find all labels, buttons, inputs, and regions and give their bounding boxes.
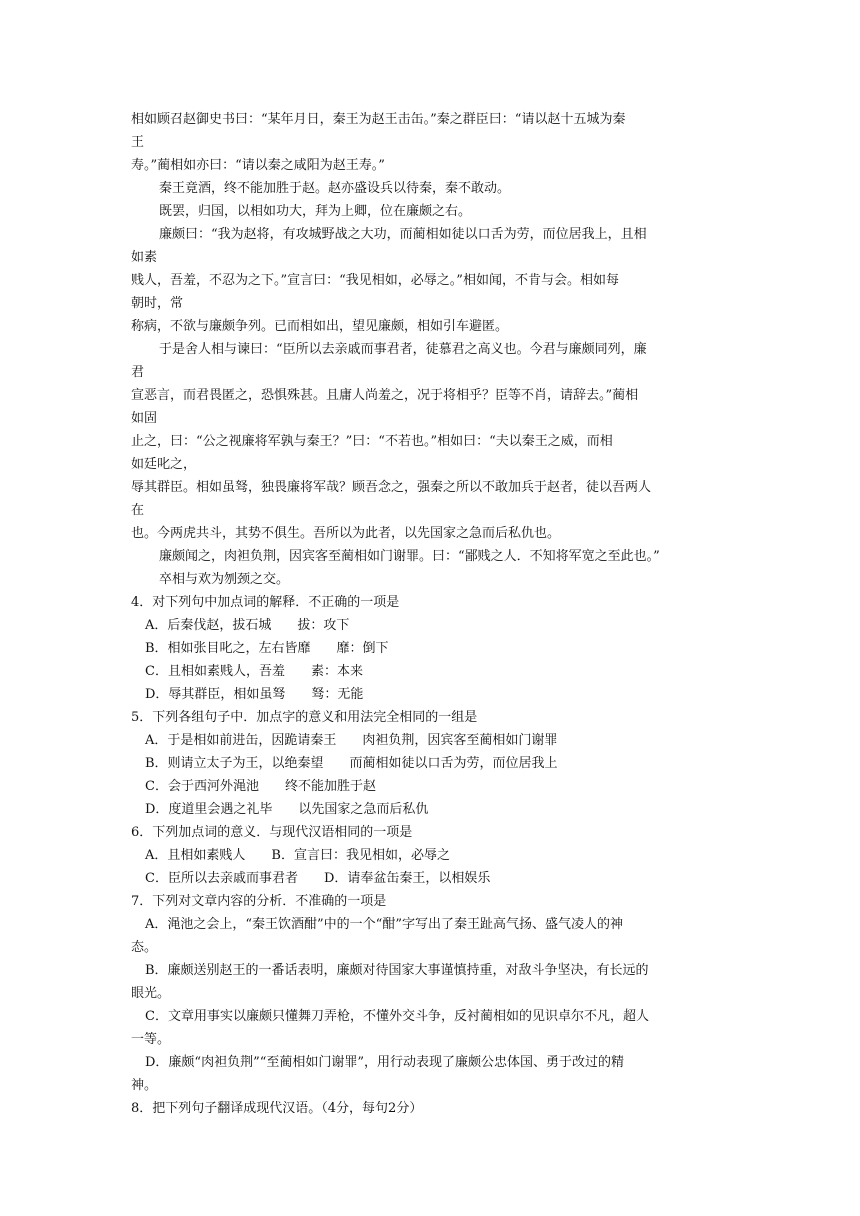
answer-option: C．且相如素贱人，吾羞 素：本来 (145, 664, 363, 679)
document-body (131, 108, 731, 1120)
passage-line: 如廷叱之， (131, 457, 197, 472)
passage-line: 辱其群臣。相如虽驽，独畏廉将军哉？顾吾念之，强秦之所以不敢加兵于赵者，徒以吾两人 (131, 480, 652, 495)
option-continuation: 态。 (131, 940, 158, 955)
answer-option: A．且相如素贱人 B．宣言曰：我见相如，必辱之 (145, 848, 450, 863)
answer-option: A．于是相如前进缶，因跪请秦王 肉袒负荆，因宾客至蔺相如门谢罪 (145, 733, 558, 748)
passage-line: 称病，不欲与廉颇争列。已而相如出，望见廉颇，相如引车避匿。 (131, 319, 509, 334)
answer-option: C．臣所以去亲戚而事君者 D．请奉盆缶秦王，以相娱乐 (145, 871, 491, 886)
passage-line: 于是舍人相与谏曰：“臣所以去亲戚而事君者，徒慕君之高义也。今君与廉颇同列，廉 (159, 342, 647, 357)
question-stem: 7．下列对文章内容的分析．不准确的一项是 (131, 894, 387, 909)
passage-line: 卒相与欢为刎颈之交。 (159, 572, 290, 587)
passage-line: 廉颇曰：“我为赵将，有攻城野战之大功，而蔺相如徒以口舌为劳，而位居我上，且相 (159, 227, 647, 242)
answer-option: D．辱其群臣，相如虽驽 驽：无能 (145, 687, 364, 702)
passage-line: 朝时，常 (131, 296, 184, 311)
passage-line: 相如顾召赵御史书曰：“某年月日，秦王为赵王击缶。”秦之群臣曰：“请以赵十五城为秦 (131, 112, 626, 127)
question-stem: 5．下列各组句子中．加点字的意义和用法完全相同的一组是 (131, 710, 478, 725)
question-stem: 4．对下列句中加点词的解释．不正确的一项是 (131, 595, 400, 610)
answer-option: C．文章用事实以廉颇只懂舞刀弄枪，不懂外交斗争，反衬蔺相如的见识卓尔不凡，超人 (145, 1009, 649, 1024)
passage-line: 贱人，吾羞，不忍为之下。”宣言曰：“我见相如，必辱之。”相如闻，不肯与会。相如每 (131, 273, 619, 288)
passage (131, 108, 731, 591)
passage-line: 如固 (131, 411, 158, 426)
passage-line: 廉颇闻之，肉袒负荆，因宾客至蔺相如门谢罪。曰：“鄙贱之人．不知将军宽之至此也。” (159, 549, 660, 564)
passage-line: 王 (131, 135, 145, 150)
answer-option: D．廉颇“肉袒负荆”“至蔺相如门谢罪”，用行动表现了廉颇公忠体国、勇于改过的精 (145, 1055, 625, 1070)
answer-option: A．后秦伐赵，拔石城 拔：攻下 (145, 618, 350, 633)
passage-line: 君 (131, 365, 145, 380)
passage-line: 在 (131, 503, 145, 518)
question-stem: 8．把下列句子翻译成现代汉语。（4分，每句2分） (131, 1101, 423, 1116)
answer-option: B．相如张目叱之，左右皆靡 靡：倒下 (145, 641, 389, 656)
answer-option: A．渑池之会上，“秦王饮酒酣”中的一个“酣”字写出了秦王趾高气扬、盛气凌人的神 (145, 917, 623, 932)
passage-line: 如素 (131, 250, 158, 265)
questions (131, 591, 731, 1120)
passage-line: 也。今两虎共斗，其势不俱生。吾所以为此者，以先国家之急而后私仇也。 (131, 526, 561, 541)
option-continuation: 眼光。 (131, 986, 171, 1001)
passage-line: 秦王竟酒，终不能加胜于赵。赵亦盛设兵以待秦，秦不敢动。 (159, 181, 511, 196)
option-continuation: 一等。 (131, 1032, 171, 1047)
answer-option: D．度道里会遇之礼毕 以先国家之急而后私仇 (145, 802, 429, 817)
answer-option: B．则请立太子为王，以绝秦望 而蔺相如徒以口舌为劳，而位居我上 (145, 756, 558, 771)
option-continuation: 神。 (131, 1078, 158, 1093)
answer-option: C．会于西河外渑池 终不能加胜于赵 (145, 779, 376, 794)
question-stem: 6．下列加点词的意义．与现代汉语相同的一项是 (131, 825, 413, 840)
passage-line: 既罢，归国，以相如功大，拜为上卿，位在廉颇之右。 (159, 204, 472, 219)
passage-line: 寿。”蔺相如亦曰：“请以秦之咸阳为赵王寿。” (131, 158, 385, 173)
passage-line: 止之，曰：“公之视廉将军孰与秦王？”曰：“不若也。”相如曰：“夫以秦王之威，而相 (131, 434, 613, 449)
passage-line: 宣恶言，而君畏匿之，恐惧殊甚。且庸人尚羞之，况于将相乎？臣等不肖，请辞去。”蔺相 (131, 388, 639, 403)
answer-option: B．廉颇送别赵王的一番话表明，廉颇对待国家大事谨慎持重，对敌斗争坚决，有长远的 (145, 963, 649, 978)
